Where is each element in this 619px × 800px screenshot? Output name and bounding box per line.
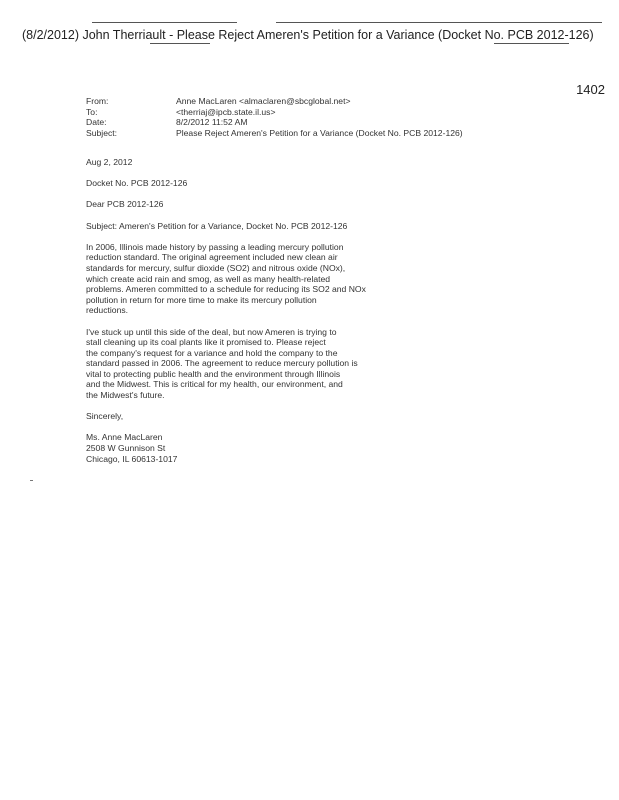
letter-salutation: Dear PCB 2012-126 [86, 199, 164, 210]
meta-value: Please Reject Ameren's Petition for a Variance (Docket No. PCB 2012-126) [176, 127, 463, 138]
paragraph-line: which create acid rain and smog, as well as many health-related [86, 273, 331, 284]
letter-docket: Docket No. PCB 2012-126 [86, 178, 188, 189]
signature-address: 2508 W Gunnison St [86, 443, 166, 454]
scan-artifact [30, 480, 33, 481]
letter-date: Aug 2, 2012 [86, 157, 133, 167]
paragraph-line: stall cleaning up its coal plants like it promised to. Please reject [86, 337, 326, 348]
letter-paragraph-2 [86, 327, 406, 401]
page-header: (8/2/2012) John Therriault - Please Reject Ameren's Petition for a Variance (Docket No. PCB 2012-126) [22, 28, 594, 42]
meta-label: To: [86, 106, 98, 117]
letter-signature [86, 432, 406, 464]
meta-label: From: [86, 96, 109, 106]
paragraph-line: the company's request for a variance and hold the company to the [86, 347, 338, 358]
meta-label: Subject: [86, 127, 118, 138]
letter-body [86, 157, 406, 475]
meta-row-date [86, 117, 566, 128]
paragraph-line: standards for mercury, sulfur dioxide (SO2) and nitrous oxide (NOx), [86, 262, 346, 273]
paragraph-line: pollution in return for more time to make its mercury pollution [86, 294, 317, 305]
letter-paragraph-1 [86, 242, 406, 316]
meta-row-subject [86, 128, 566, 139]
paragraph-line: reductions. [86, 305, 129, 316]
page-number: 1402 [576, 82, 605, 97]
paragraph-line: the Midwest's future. [86, 390, 165, 401]
meta-value: Anne MacLaren <almaclaren@sbcglobal.net> [176, 96, 351, 106]
meta-value: <therriaj@ipcb.state.il.us> [176, 106, 276, 117]
paragraph-line: vital to protecting public health and the environment through Illinois [86, 368, 341, 379]
paragraph-line: reduction standard. The original agreement included new clean air [86, 252, 338, 263]
paragraph-line: I've stuck up until this side of the deal, but now Ameren is trying to [86, 326, 337, 337]
header-rule-bottom [150, 43, 210, 44]
paragraph-line: and the Midwest. This is critical for my health, our environment, and [86, 379, 343, 390]
signature-name: Ms. Anne MacLaren [86, 432, 163, 443]
letter-subject-line: Subject: Ameren's Petition for a Variance, Docket No. PCB 2012-126 [86, 220, 348, 231]
meta-value: 8/2/2012 11:52 AM [176, 117, 248, 128]
email-meta [86, 96, 566, 138]
header-rule-top [92, 22, 237, 23]
paragraph-line: In 2006, Illinois made history by passing a leading mercury pollution [86, 241, 344, 252]
paragraph-line: problems. Ameren committed to a schedule for reducing its SO2 and NOx [86, 284, 366, 295]
meta-row-from [86, 96, 566, 107]
header-rule-bottom-right [494, 43, 569, 44]
meta-label: Date: [86, 117, 107, 128]
signature-city: Chicago, IL 60613-1017 [86, 453, 178, 464]
letter-closing: Sincerely, [86, 411, 124, 422]
paragraph-line: standard passed in 2006. The agreement to reduce mercury pollution is [86, 358, 358, 369]
header-rule-top-right [276, 22, 602, 23]
meta-row-to [86, 107, 566, 118]
